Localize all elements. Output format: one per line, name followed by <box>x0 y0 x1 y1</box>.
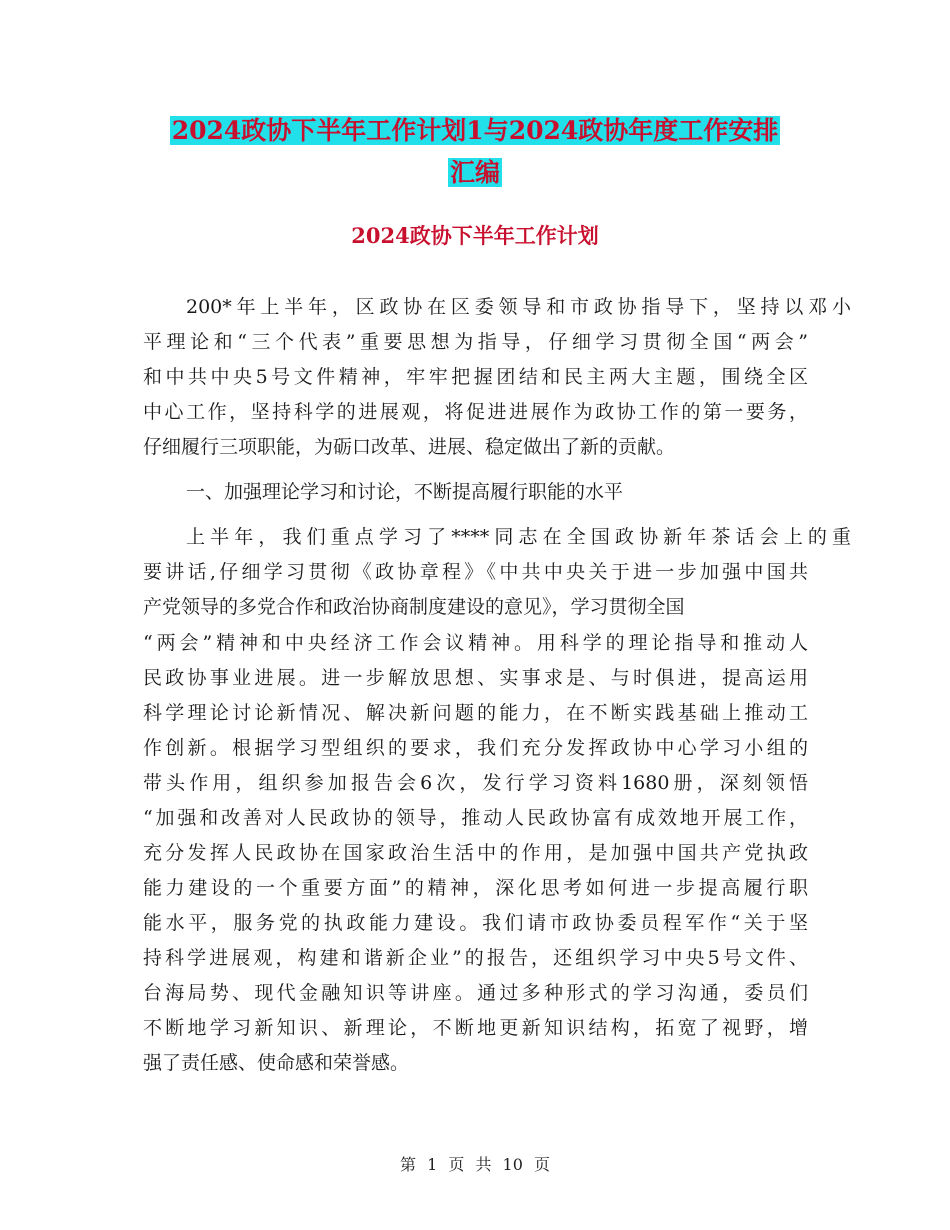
section-heading: 一、加强理论学习和讨论，不断提高履行职能的水平 <box>186 481 624 503</box>
paragraph-line: 中心工作，坚持科学的进展观，将促进进展作为政协工作的第一要务， <box>143 401 808 423</box>
paragraph-line: 充分发挥人民政协在国家政治生活中的作用，是加强中国共产党执政 <box>143 842 808 864</box>
paragraph-line: 上半年，我们重点学习了****同志在全国政协新年茶话会上的重 <box>186 526 851 548</box>
paragraph-line: 和中共中央5号文件精神，牢牢把握团结和民主两大主题，围绕全区 <box>143 366 808 388</box>
paragraph-line: 作创新。根据学习型组织的要求，我们充分发挥政协中心学习小组的 <box>143 737 808 759</box>
section-title: 2024政协下半年工作计划 <box>351 223 599 248</box>
paragraph-line: 能水平，服务党的执政能力建设。我们请市政协委员程军作“关于坚 <box>143 912 808 934</box>
document-title-line-2: 汇编 <box>449 158 500 187</box>
paragraph-line: 不断地学习新知识、新理论，不断地更新知识结构，拓宽了视野，增 <box>143 1017 808 1039</box>
paragraph-line: 仔细履行三项职能，为砺口改革、进展、稳定做出了新的贡献。 <box>143 436 676 458</box>
document-title-line-1: 2024政协下半年工作计划1与2024政协年度工作安排 <box>171 116 779 145</box>
paragraph-line: 民政协事业进展。进一步解放思想、实事求是、与时俱进，提高运用 <box>143 667 808 689</box>
paragraph-line: 平理论和“三个代表”重要思想为指导，仔细学习贯彻全国“两会” <box>143 331 808 353</box>
paragraph-line: 台海局势、现代金融知识等讲座。通过多种形式的学习沟通，委员们 <box>143 982 808 1004</box>
paragraph-line: “两会”精神和中央经济工作会议精神。用科学的理论指导和推动人 <box>143 632 808 654</box>
paragraph-line: 200*年上半年，区政协在区委领导和市政协指导下，坚持以邓小 <box>186 296 851 318</box>
paragraph-line: 带头作用，组织参加报告会6次，发行学习资料1680册，深刻领悟 <box>143 772 808 794</box>
page-footer: 第 1 页 共 10 页 <box>400 1155 550 1174</box>
paragraph-line: 产党领导的多党合作和政治协商制度建设的意见》，学习贯彻全国 <box>143 596 685 618</box>
paragraph-line: 科学理论讨论新情况、解决新问题的能力，在不断实践基础上推动工 <box>143 702 808 724</box>
paragraph-line: 持科学进展观，构建和谐新企业”的报告，还组织学习中央5号文件、 <box>143 947 808 969</box>
paragraph-line: 能力建设的一个重要方面”的精神，深化思考如何进一步提高履行职 <box>143 877 808 899</box>
paragraph-line: 强了责任感、使命感和荣誉感。 <box>143 1052 410 1074</box>
paragraph-line: “加强和改善对人民政协的领导，推动人民政协富有成效地开展工作， <box>143 807 808 829</box>
paragraph-line: 要讲话,仔细学习贯彻《政协章程》《中共中央关于进一步加强中国共 <box>143 561 808 583</box>
